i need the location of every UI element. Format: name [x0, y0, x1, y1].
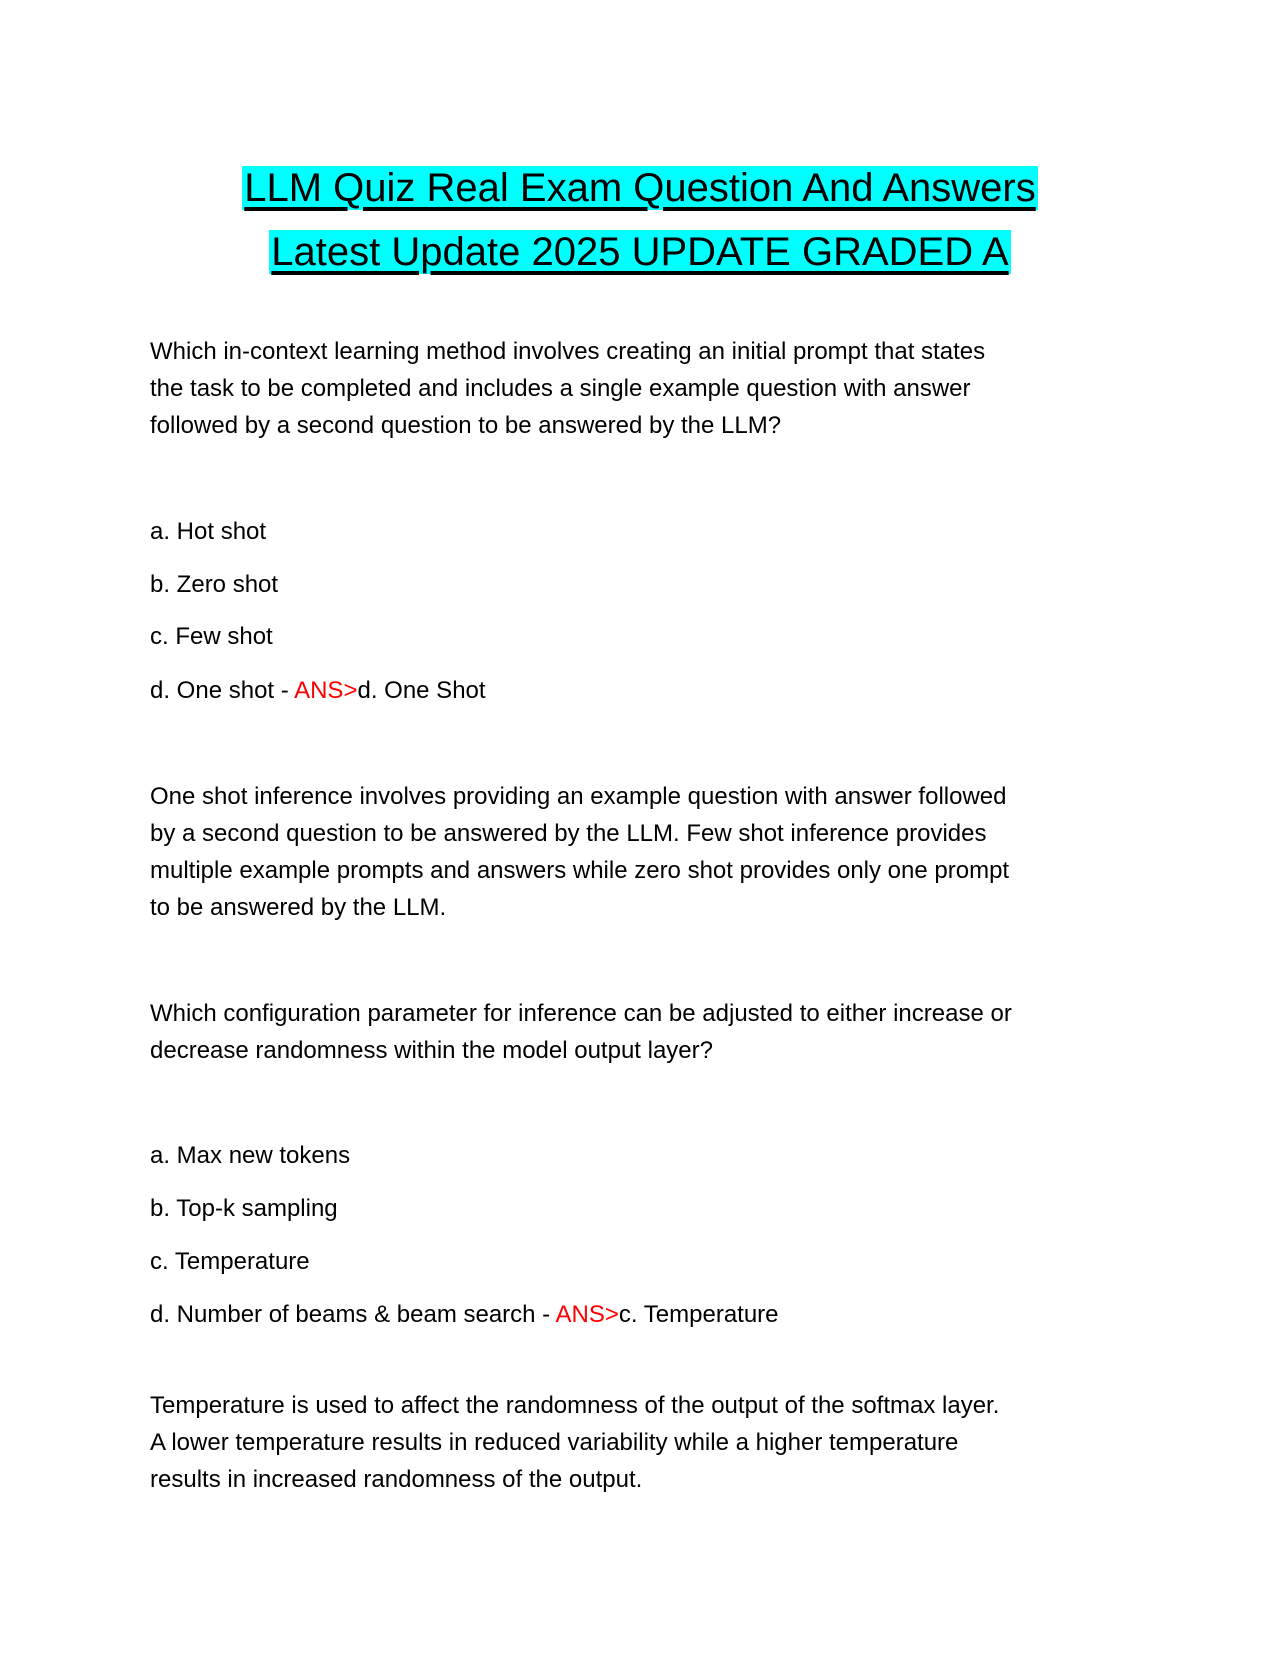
question-1-line: followed by a second question to be answered by the LLM? [150, 412, 782, 439]
question-2-option-b: b. Top-k sampling [150, 1195, 338, 1222]
answer-marker: ANS> [294, 677, 358, 704]
question-2-option-c: c. Temperature [150, 1248, 310, 1275]
explanation-1-line: by a second question to be answered by the LLM. Few shot inference provides [150, 820, 987, 847]
title-text-2: Latest Update 2025 UPDATE GRADED A [271, 230, 1009, 274]
question-1-option-a: a. Hot shot [150, 518, 267, 545]
option-text: d. Number of beams & beam search - [150, 1301, 556, 1328]
explanation-2-line: results in increased randomness of the output. [150, 1466, 643, 1493]
question-1-line: the task to be completed and includes a single example question with answer [150, 375, 971, 402]
question-1-option-d [150, 673, 486, 709]
explanation-1-line: multiple example prompts and answers while zero shot provides only one prompt [150, 857, 1010, 884]
question-2-option-d [150, 1297, 779, 1333]
explanation-1-line: to be answered by the LLM. [150, 894, 447, 921]
question-1-line: Which in-context learning method involves creating an initial prompt that states [150, 338, 986, 365]
question-2-option-a: a. Max new tokens [150, 1142, 351, 1169]
answer-text: d. One Shot [357, 677, 486, 704]
option-text: d. One shot - [150, 677, 295, 704]
question-1-option-c: c. Few shot [150, 623, 273, 650]
answer-text: c. Temperature [618, 1301, 779, 1328]
document-title-line-1 [0, 157, 1280, 219]
explanation-2-line: Temperature is used to affect the randomness of the output of the softmax layer. [150, 1392, 1000, 1419]
document-title-line-2 [0, 221, 1280, 283]
explanation-2-line: A lower temperature results in reduced variability while a higher temperature [150, 1429, 959, 1456]
explanation-1-line: One shot inference involves providing an example question with answer followed [150, 783, 1007, 810]
question-1-option-b: b. Zero shot [150, 571, 279, 598]
title-text-1: LLM Quiz Real Exam Question And Answers [244, 166, 1036, 210]
answer-marker: ANS> [555, 1301, 619, 1328]
question-2-line: decrease randomness within the model output layer? [150, 1037, 713, 1064]
question-2-line: Which configuration parameter for inference can be adjusted to either increase or [150, 1000, 1012, 1027]
